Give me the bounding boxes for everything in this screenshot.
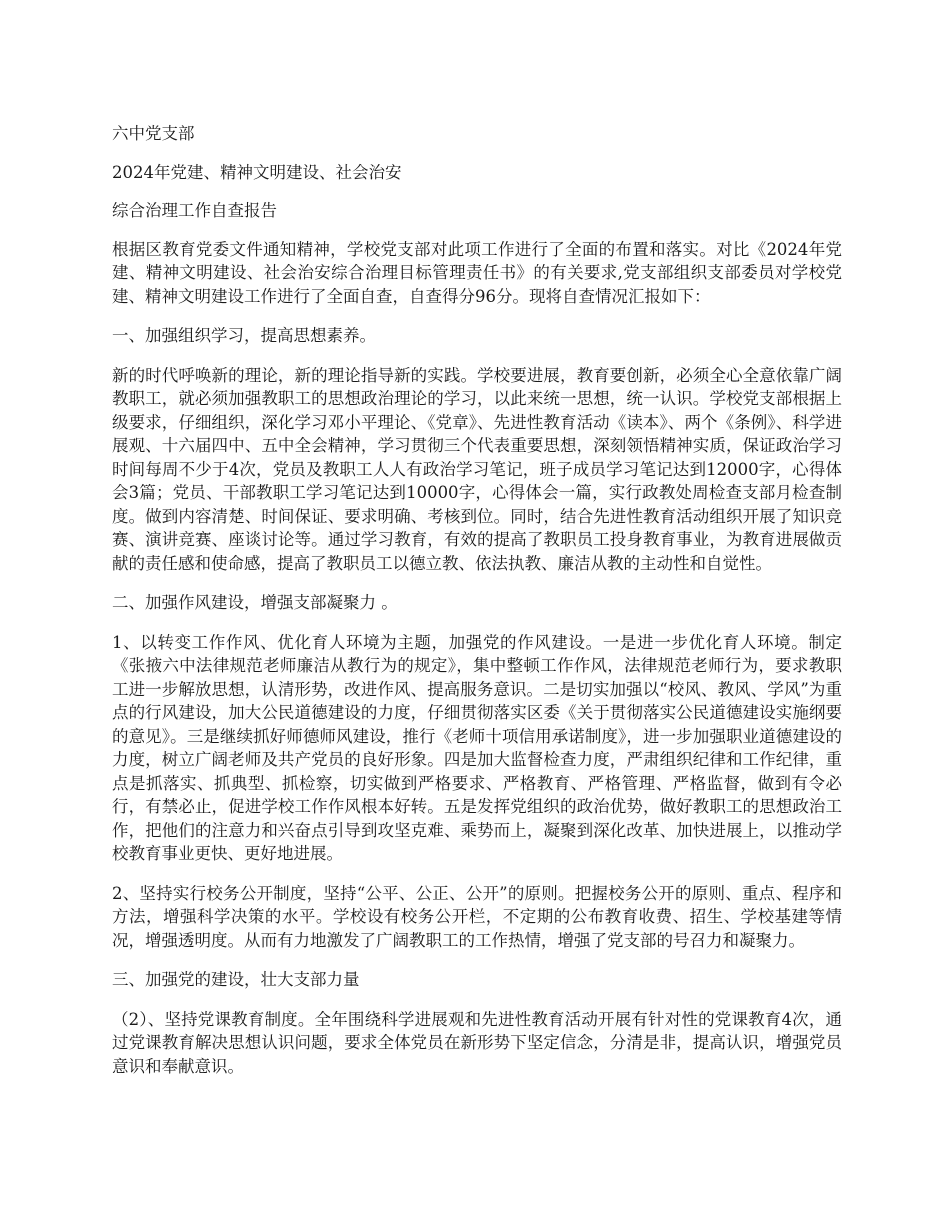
section-2-item-1: 1、以转变工作作风、优化育人环境为主题，加强党的作风建设。一是进一步优化育人环境。制定《张掖六中法律规范老师廉洁从教行为的规定》，集中整顿工作作风，法律规范老师行为，要求教职工进一步解放思想，认清形势，改进作风、提高服务意识。二是切实加强以“校风、教风、学风”为重点的行风建设，加大公民道德建设的力度，仔细贯彻落实区委《关于贯彻落实公民道德建设实施纲要的意见》。三是继续抓好师德师风建设，推行《老师十项信用承诺制度》，进一步加强职业道德建设的力度，树立广阔老师及共产党员的良好形象。四是加大监督检查力度，严肃组织纪律和工作纪律，重点是抓落实、抓典型、抓检察，切实做到严格要求、严格教育、严格管理、严格监督，做到有令必行，有禁必止，促进学校工作作风根本好转。五是发挥党组织的政治优势，做好教职工的思想政治工作，把他们的注意力和兴奋点引导到攻坚克难、乘势而上，凝聚到深化改革、加快进展上，以推动学校教育事业更快、更好地进展。 [112, 632, 842, 863]
section-3-item-2: （2）、坚持党课教育制度。全年围绕科学进展观和先进性教育活动开展有针对性的党课教育4次，通过党课教育解决思想认识问题，要求全体党员在新形势下坚定信念，分清是非，提高认识，增强党员意识和奉献意识。 [112, 1009, 842, 1076]
report-title-line-2: 综合治理工作自查报告 [112, 201, 277, 220]
section-heading-3: 三、加强党的建设，壮大支部力量 [112, 970, 360, 989]
section-1-body: 新的时代呼唤新的理论，新的理论指导新的实践。学校要进展，教育要创新，必须全心全意依靠广阔教职工，就必须加强教职工的思想政治理论的学习，以此来统一思想，统一认识。学校党支部根据上级要求，仔细组织，深化学习邓小平理论、《党章》、先进性教育活动《读本》、两个《条例》、科学进展观、十六届四中、五中全会精神，学习贯彻三个代表重要思想，深刻领悟精神实质，保证政治学习时间每周不少于4次，党员及教职工人人有政治学习笔记，班子成员学习笔记达到12000字，心得体会3篇；党员、干部教职工学习笔记达到10000字，心得体会一篇，实行政教处周检查支部月检查制度。做到内容清楚、时间保证、要求明确、考核到位。同时，结合先进性教育活动组织开展了知识竞赛、演讲竞赛、座谈讨论等。通过学习教育，有效的提高了教职员工投身教育事业，为教育进展做贡献的责任感和使命感，提高了教职员工以德立教、依法执教、廉洁从教的主动性和自觉性。 [112, 365, 842, 573]
section-2-item-2: 2、坚持实行校务公开制度，坚持“公平、公正、公开”的原则。把握校务公开的原则、重点、程序和方法，增强科学决策的水平。学校设有校务公开栏，不定期的公布教育收费、招生、学校基建等情况，增强透明度。从而有力地激发了广阔教职工的工作热情，增强了党支部的号召力和凝聚力。 [112, 883, 842, 950]
section-heading-1: 一、加强组织学习，提高思想素养。 [112, 326, 376, 345]
report-title-line-1: 2024年党建、精神文明建设、社会治安 [112, 162, 402, 182]
org-name: 六中党支部 [112, 124, 195, 143]
section-heading-2: 二、加强作风建设，增强支部凝聚力 。 [112, 593, 398, 612]
document-page [112, 122, 842, 1094]
intro-paragraph: 根据区教育党委文件通知精神，学校党支部对此项工作进行了全面的布置和落实。对比《2024年党建、精神文明建设、社会治安综合治理目标管理责任书》的有关要求,党支部组织支部委员对学校党建、精神文明建设工作进行了全面自查，自查得分96分。现将自查情况汇报如下： [112, 239, 842, 306]
